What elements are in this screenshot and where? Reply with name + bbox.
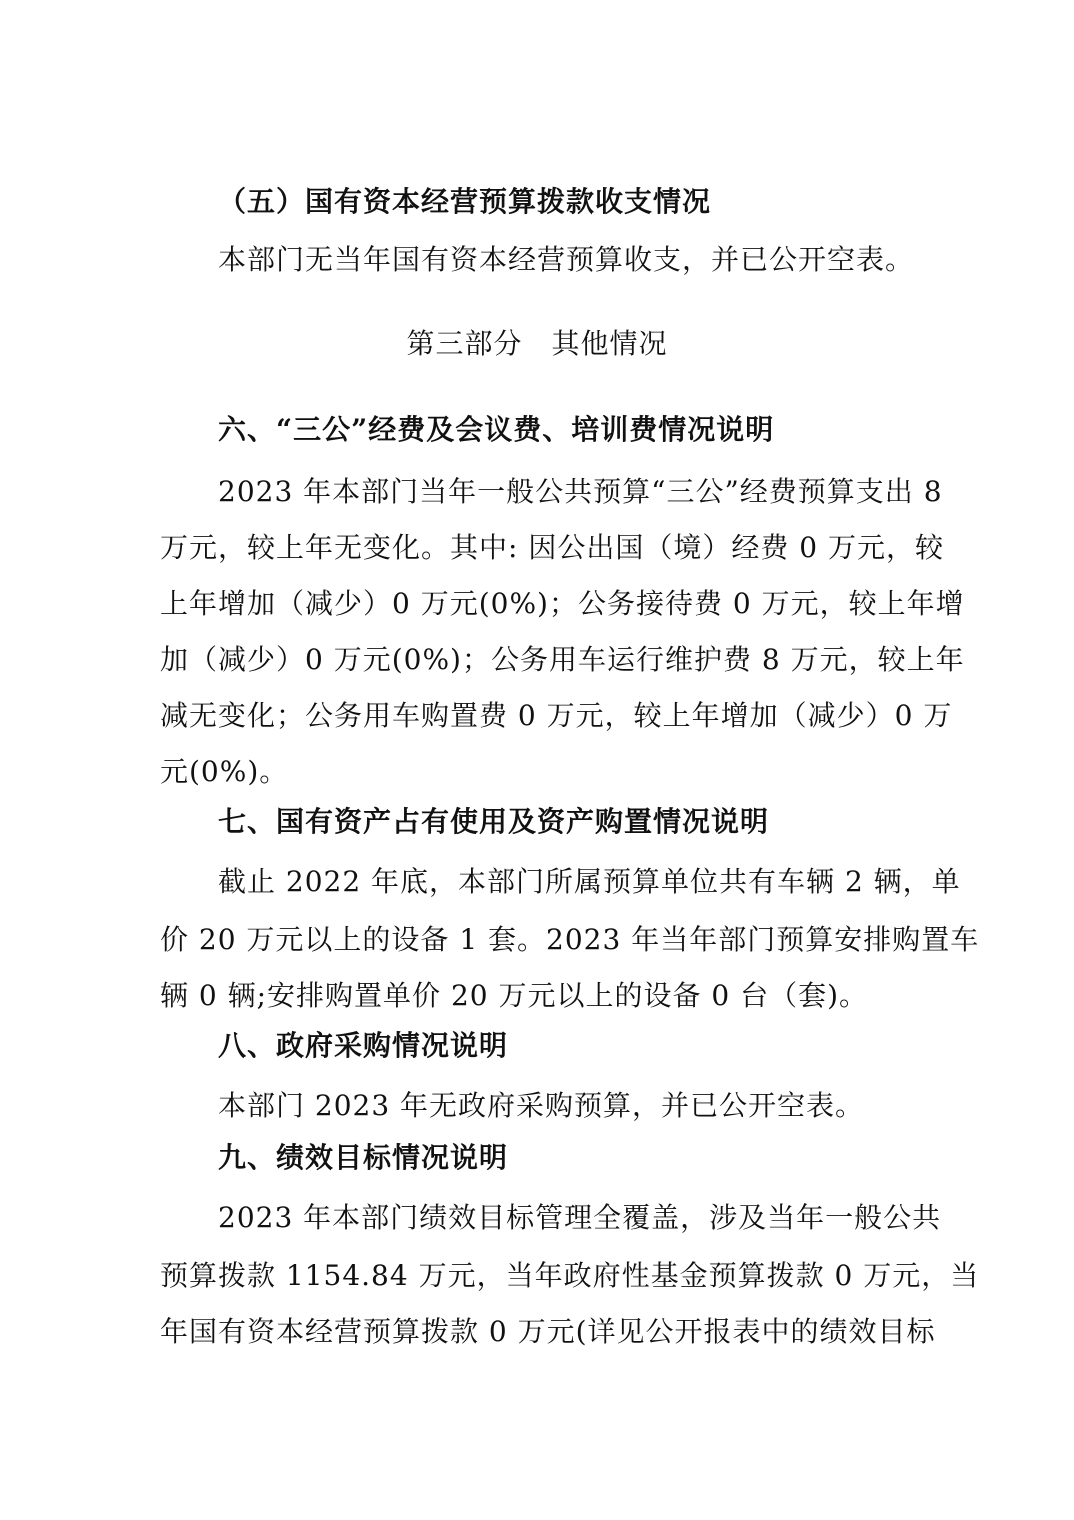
section9-heading: 九、绩效目标情况说明 xyxy=(218,1141,509,1174)
section6-line-5: 减无变化；公务用车购置费 0 万元，较上年增加（减少）0 万 xyxy=(160,699,953,732)
section8-heading: 八、政府采购情况说明 xyxy=(218,1029,509,1062)
section6-heading: 六、“三公”经费及会议费、培训费情况说明 xyxy=(218,413,775,446)
section7-line-2: 价 20 万元以上的设备 1 套。2023 年当年部门预算安排购置车 xyxy=(160,923,980,956)
section6-line-4: 加（减少）0 万元(0%)；公务用车运行维护费 8 万元，较上年 xyxy=(160,643,965,676)
section9-line-3: 年国有资本经营预算拨款 0 万元(详见公开报表中的绩效目标 xyxy=(160,1315,936,1348)
section8-body: 本部门 2023 年无政府采购预算，并已公开空表。 xyxy=(218,1089,865,1122)
section9-line-1: 2023 年本部门绩效目标管理全覆盖，涉及当年一般公共 xyxy=(218,1201,942,1234)
section6-line-6: 元(0%)。 xyxy=(160,755,289,788)
section5-heading: （五）国有资本经营预算拨款收支情况 xyxy=(218,185,712,218)
section7-heading: 七、国有资产占有使用及资产购置情况说明 xyxy=(218,805,770,838)
section7-line-1: 截止 2022 年底，本部门所属预算单位共有车辆 2 辆，单 xyxy=(218,865,961,898)
section6-line-3: 上年增加（减少）0 万元(0%)；公务接待费 0 万元，较上年增 xyxy=(160,587,965,620)
section7-line-3: 辆 0 辆;安排购置单价 20 万元以上的设备 0 台（套)。 xyxy=(160,979,869,1012)
section9-line-2: 预算拨款 1154.84 万元，当年政府性基金预算拨款 0 万元，当 xyxy=(160,1259,980,1292)
section6-line-2: 万元，较上年无变化。其中: 因公出国（境）经费 0 万元，较 xyxy=(160,531,944,564)
section6-line-1: 2023 年本部门当年一般公共预算“三公”经费预算支出 8 xyxy=(218,475,943,508)
part3-title: 第三部分 其他情况 xyxy=(406,327,668,360)
section5-body: 本部门无当年国有资本经营预算收支，并已公开空表。 xyxy=(218,243,915,276)
